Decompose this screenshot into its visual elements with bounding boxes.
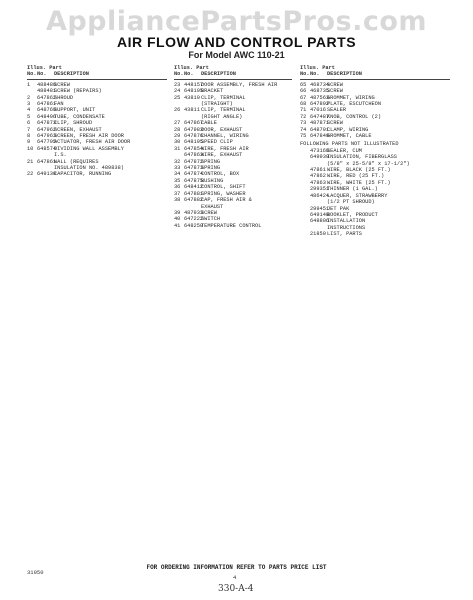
part-number: 647963: [37, 133, 57, 140]
part-description: WIRE, FRESH AIR: [201, 145, 249, 152]
part-illus-no: 22: [27, 171, 34, 178]
part-description: SEALER, CUM: [327, 147, 362, 154]
part-illus-no: 30: [174, 139, 181, 146]
part-illus-no: 5: [27, 113, 31, 120]
part-number: 648105: [184, 88, 204, 95]
header-illus-part: Illus. Part: [300, 65, 335, 71]
part-row: [174, 223, 292, 229]
part-number: 649130: [37, 171, 57, 178]
part-illus-no: 33: [174, 165, 181, 172]
part-description: SPEED CLIP: [201, 139, 233, 146]
part-description: WIRE, RED (25 FT.): [327, 173, 385, 180]
part-description: BUSHING: [201, 177, 224, 184]
part-description: SCREEN, FRESH AIR DOOR: [54, 133, 124, 140]
part-number: 648496: [37, 113, 57, 120]
part-description: GROMMET, WIRING: [327, 94, 375, 101]
part-number: 487871: [310, 120, 330, 127]
part-illus-no: 68: [300, 101, 307, 107]
part-description: ACTUATOR, FRESH AIR DOOR: [54, 139, 131, 146]
part-description: (1/2 PT SHROUD): [327, 199, 375, 206]
part-number: 647222: [184, 216, 204, 223]
part-illus-no: 32: [174, 158, 181, 165]
part-number: 647487: [310, 113, 330, 120]
part-number: 47863: [310, 179, 326, 186]
part-illus-no: 31: [174, 145, 181, 152]
part-illus-no: 41: [174, 222, 181, 229]
part-description: EXHAUST: [201, 203, 224, 210]
part-description: SCREW: [327, 120, 343, 127]
header-no2: No.: [310, 71, 320, 78]
parts-rows: [174, 82, 292, 229]
part-number: 647867: [184, 120, 204, 127]
part-number: 468734: [310, 81, 330, 88]
part-number: 647861: [37, 101, 57, 107]
part-description: SCREW: [327, 81, 343, 88]
part-description: CABLE: [201, 120, 217, 127]
part-description: TEMPERATURE CONTROL: [201, 222, 262, 229]
part-number: 647849: [310, 133, 330, 140]
part-number: 648769: [37, 107, 57, 114]
part-description: CAP, FRESH AIR &: [201, 197, 252, 204]
part-number: 487563: [310, 94, 330, 101]
part-row: [27, 171, 167, 177]
column-header: [27, 65, 167, 80]
part-illus-no: 36: [174, 184, 181, 191]
part-description: WIRE, EXHAUST: [201, 152, 243, 159]
part-description: I.S.: [54, 152, 67, 159]
part-number: 47016: [310, 107, 326, 114]
part-number: 647892: [310, 101, 330, 107]
header-no2: No.: [184, 71, 194, 78]
page-code: 31050: [27, 569, 44, 576]
part-description: (5/8" x 25-5/8" x 17-1/2"): [327, 160, 410, 167]
part-number: 647795: [37, 139, 57, 146]
header-desc: DESCRIPTION: [201, 71, 236, 78]
part-description: GROMMET, CABLE: [327, 133, 372, 140]
header-row: [300, 71, 450, 77]
header-row: [174, 71, 292, 77]
header-no: No.: [300, 71, 310, 78]
part-illus-no: 40: [174, 216, 181, 223]
part-number: 648791: [310, 126, 330, 133]
part-illus-no: 74: [300, 126, 307, 133]
part-illus-no: 71: [300, 107, 307, 114]
ordering-footer: FOR ORDERING INFORMATION REFER TO PARTS PRICE LIST: [146, 564, 327, 571]
part-number: 647873: [184, 165, 204, 172]
part-description: SWITCH: [201, 216, 221, 223]
header-illus-part: Illus. Part: [27, 65, 62, 71]
part-description: INSULATION, FIBERGLASS: [327, 154, 397, 161]
part-number: 647861: [37, 158, 57, 165]
part-row: [300, 231, 450, 237]
part-description: SCREW: [201, 209, 217, 216]
part-illus-no: 67: [300, 94, 307, 101]
part-illus-no: 25: [174, 94, 181, 101]
part-number: 649148: [310, 211, 330, 218]
part-number: 468735: [310, 88, 330, 95]
parts-rows-not-illustrated: [300, 148, 450, 238]
part-illus-no: 72: [300, 113, 307, 120]
part-illus-no: [300, 231, 310, 237]
part-description: PLATE, ESCUTCHEON: [327, 101, 382, 107]
part-description: SCREW (REPAIRS): [54, 88, 102, 95]
part-description: (RIGHT ANGLE): [201, 113, 243, 120]
part-illus-no: 1: [27, 81, 31, 88]
part-illus-no: 73: [300, 120, 307, 127]
part-number: 648574: [37, 145, 57, 152]
part-number: 488481: [37, 88, 57, 95]
part-number: 647862: [37, 94, 57, 101]
part-description: LACQUER, STRAWBERRY: [327, 192, 388, 199]
part-number: 43811: [184, 107, 200, 114]
part-illus-no: 29: [174, 133, 181, 140]
part-number: 448157: [184, 81, 204, 88]
part-description: INSTRUCTIONS: [327, 224, 366, 231]
part-number: 487933: [184, 209, 204, 216]
part-description: SUPPORT, UNIT: [54, 107, 96, 114]
part-number: 647872: [184, 158, 204, 165]
page-number: 4: [233, 574, 237, 581]
part-number: 43810: [184, 94, 200, 101]
part-description: SPRING: [201, 158, 221, 165]
part-illus-no: 27: [174, 120, 181, 127]
header-no: No.: [27, 71, 37, 78]
part-illus-no: 35: [174, 177, 181, 184]
parts-column-3: [300, 65, 450, 238]
part-description: CAPACITOR, RUNNING: [54, 171, 112, 178]
part-description: SPRING, WASHER: [201, 190, 246, 197]
part-illus-no: 6: [27, 120, 31, 127]
part-description: CLAMP, WIRING: [327, 126, 369, 133]
part-number: 648250: [184, 222, 204, 229]
column-header: [174, 65, 292, 80]
page-title: AIR FLOW AND CONTROL PARTS: [116, 34, 357, 50]
part-description: SEALER: [327, 107, 347, 114]
part-description: INSULATION NO. 489838): [54, 165, 124, 172]
part-description: SCREEN, EXHAUST: [54, 126, 102, 133]
part-description: SPRING: [201, 165, 221, 172]
header-desc: DESCRIPTION: [54, 71, 89, 78]
part-description: BRACKET: [201, 88, 224, 95]
part-description: DOOR ASSEMBLY, FRESH AIR: [201, 81, 278, 88]
part-number: 486424: [310, 192, 330, 199]
part-description: DIVIDING WALL ASSEMBLY: [54, 145, 124, 152]
part-number: 647962: [37, 126, 57, 133]
part-number: 649939: [310, 154, 330, 161]
part-illus-no: 38: [174, 197, 181, 204]
part-description: SCREW: [54, 81, 70, 88]
part-description: WALL (REQUIRES: [54, 158, 99, 165]
part-number: 488480: [37, 81, 57, 88]
part-row: [300, 133, 450, 139]
part-number: 647876: [184, 133, 204, 140]
part-number: 647983: [184, 126, 204, 133]
part-illus-no: 24: [174, 88, 181, 95]
watermark: AppliancePartsPros.com: [45, 6, 428, 37]
part-description: LIST, PARTS: [327, 231, 362, 238]
part-illus-no: 4: [27, 107, 31, 114]
part-illus-no: 3: [27, 101, 31, 107]
part-description: CONTROL, BOX: [201, 171, 240, 178]
part-description: WIRE, WHITE (25 FT.): [327, 179, 391, 186]
part-number: 647875: [184, 177, 204, 184]
part-description: KNOB, CONTROL (2): [327, 113, 382, 120]
part-description: FAN: [54, 101, 64, 107]
part-description: WIRE, BLACK (25 FT.): [327, 167, 391, 174]
part-number: 647854: [184, 145, 204, 152]
part-number: 299351: [310, 186, 330, 193]
part-number: 473168: [310, 147, 330, 154]
part-description: THINNER (1 GAL.): [327, 186, 378, 193]
part-illus-no: 34: [174, 171, 181, 178]
header-no: No.: [174, 71, 184, 78]
part-illus-no: 2: [27, 94, 31, 101]
not-illustrated-heading: FOLLOWING PARTS NOT ILLUSTRATED: [300, 141, 399, 148]
part-illus-no: 37: [174, 190, 181, 197]
part-number: 647874: [184, 171, 204, 178]
part-description: TUBE, CONDENSATE: [54, 113, 105, 120]
part-description: CLIP, SHROUD: [54, 120, 93, 127]
part-number: 47861: [310, 167, 326, 174]
document-number: 330-A-4: [218, 584, 254, 594]
parts-column-1: [27, 65, 167, 178]
part-number: 21850: [310, 231, 326, 238]
page-subtitle: For Model AWC 110-21: [188, 50, 285, 60]
part-description: CLIP, TERMINAL: [201, 94, 246, 101]
part-number: 647882: [184, 197, 204, 204]
part-illus-no: 7: [27, 126, 31, 133]
part-description: SHROUD: [54, 94, 74, 101]
part-illus-no: 65: [300, 81, 307, 88]
parts-column-2: [174, 65, 292, 229]
part-illus-no: 9: [27, 139, 31, 146]
part-number: 647863: [184, 152, 204, 159]
column-header: [300, 65, 450, 80]
part-description: DOOR, EXHAUST: [201, 126, 243, 133]
parts-rows: [27, 82, 167, 178]
part-illus-no: 10: [27, 145, 34, 152]
part-description: CONTROL, SHIFT: [201, 184, 246, 191]
part-illus-no: 26: [174, 107, 181, 114]
part-number: 648195: [184, 139, 204, 146]
part-description: INSTALLATION: [327, 218, 366, 225]
part-illus-no: 21: [27, 158, 34, 165]
part-number: 647873: [37, 120, 57, 127]
part-illus-no: 39: [174, 209, 181, 216]
header-illus-part: Illus. Part: [174, 65, 209, 71]
part-description: BOOKLET, PRODUCT: [327, 211, 378, 218]
part-description: CHANNEL, WIRING: [201, 133, 249, 140]
part-number: 47862: [310, 173, 326, 180]
part-number: 647881: [184, 190, 204, 197]
header-no2: No.: [37, 71, 47, 78]
part-illus-no: 8: [27, 133, 31, 140]
part-description: JET PAK: [327, 205, 350, 212]
part-illus-no: 66: [300, 88, 307, 95]
part-illus-no: 23: [174, 81, 181, 88]
part-number: 299451: [310, 205, 330, 212]
part-description: (STRAIGHT): [201, 101, 233, 107]
header-desc: DESCRIPTION: [327, 71, 362, 78]
parts-rows: [300, 82, 450, 140]
part-number: 648412: [184, 184, 204, 191]
part-description: CLIP, TERMINAL: [201, 107, 246, 114]
part-illus-no: 75: [300, 133, 307, 140]
header-row: [27, 71, 167, 77]
part-description: SCREW: [327, 88, 343, 95]
part-number: 648806: [310, 218, 330, 225]
part-illus-no: 28: [174, 126, 181, 133]
